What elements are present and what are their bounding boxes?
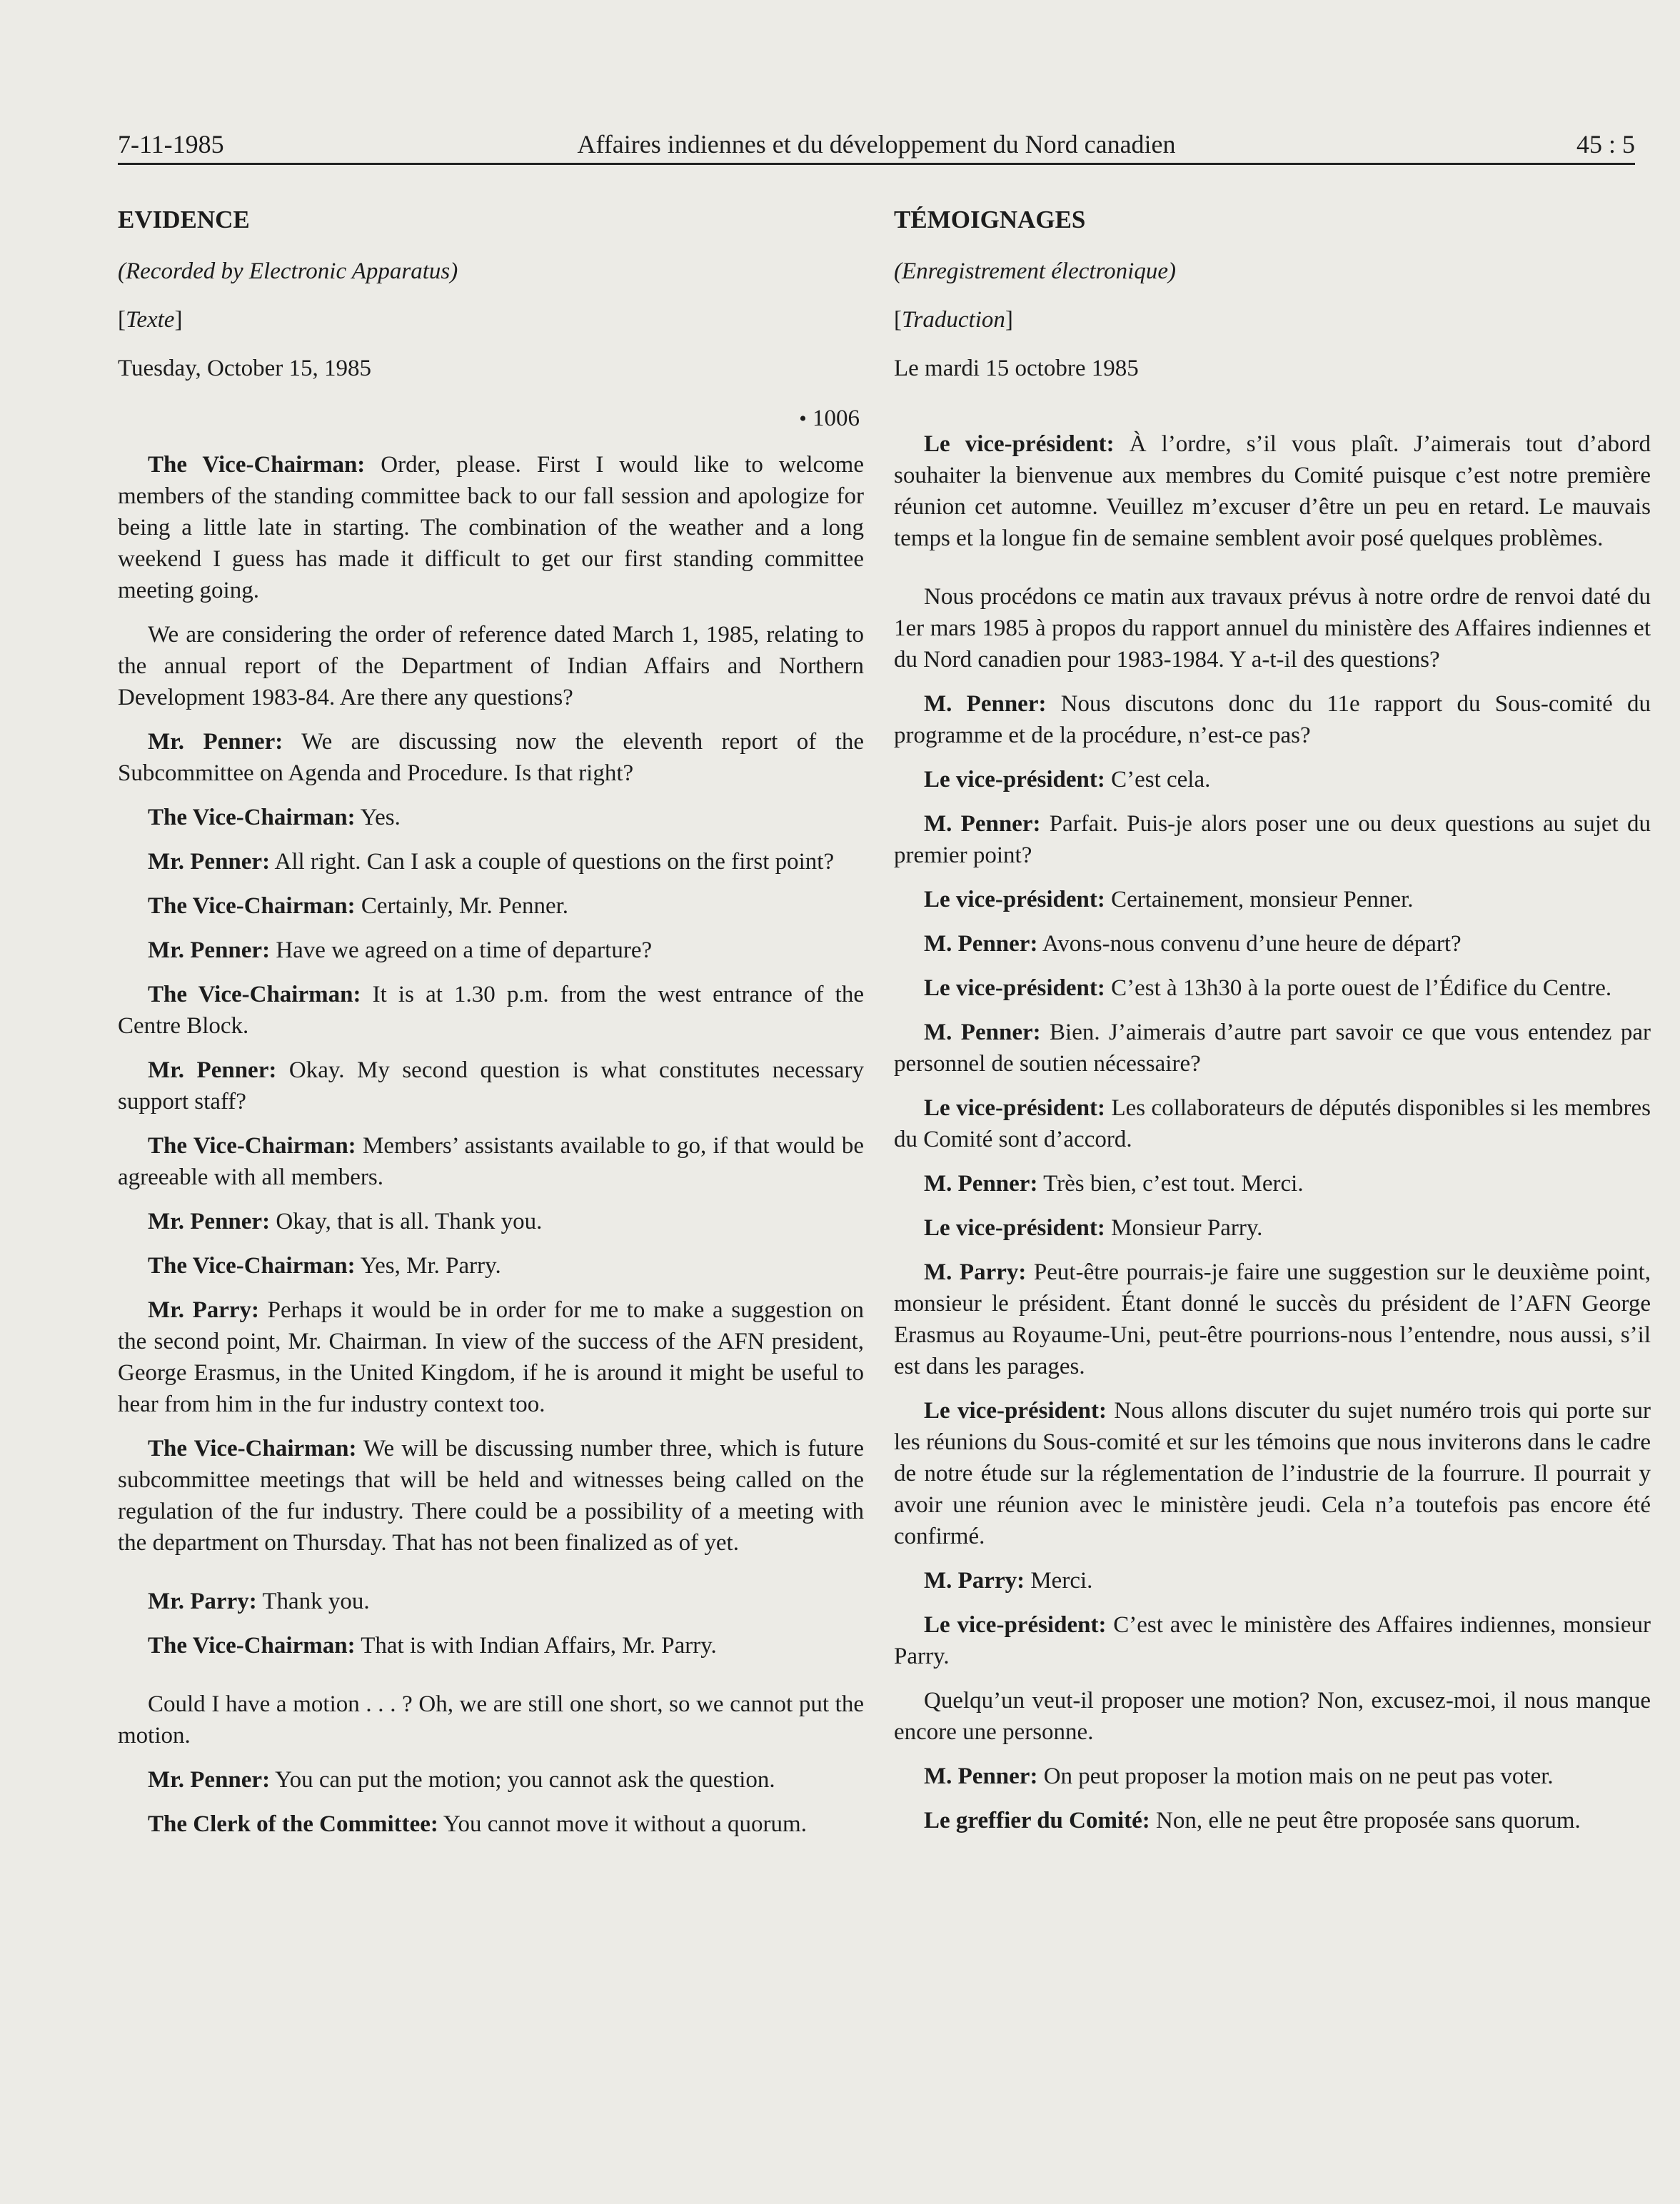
paragraph: Le vice-président: C’est avec le ministère des Affaires indiennes, monsieur Parry. — [894, 1612, 1651, 1669]
header-title: Affaires indiennes et du développement du Nord canadien — [577, 130, 1176, 158]
english-paragraphs — [118, 449, 864, 1840]
paragraph: Le vice-président: Nous allons discuter du sujet numéro trois qui porte sur les réunions du Sous-comité et sur les témoins que nous inviterons dans le cadre de notre étude sur la réglementation de l’industrie de la fourrure. Il pourrait y avoir une réunion avec le ministère jeudi. Cela n’a toutefois pas encore été confirmé. — [894, 1398, 1651, 1549]
paragraph: Nous procédons ce matin aux travaux prévus à notre ordre de renvoi daté du 1er mars 1985 à propos du rapport annuel du ministère des Affaires indiennes et du Nord canadien pour 1983-1984. Y a-t-il des questions? — [894, 584, 1651, 673]
paragraph: Mr. Parry: Thank you. — [148, 1589, 370, 1614]
recording-note: (Recorded by Electronic Apparatus) — [118, 258, 458, 284]
paragraph: Le vice-président: À l’ordre, s’il vous plaît. J’aimerais tout d’abord souhaiter la bienvenue aux membres du Comité puisque c’est notre première réunion cet automne. Veuillez m’excuser d’être un peu en retard. Le mauvais temps et la longue fin de semaine semblent avoir posé quelques problèmes. — [894, 431, 1651, 551]
paragraph: Mr. Penner: All right. Can I ask a couple of questions on the first point? — [148, 849, 835, 875]
paragraph: Le greffier du Comité: Non, elle ne peut être proposée sans quorum. — [924, 1808, 1581, 1833]
paragraph: Le vice-président: Monsieur Parry. — [924, 1215, 1263, 1241]
header-page-number: 45 : 5 — [1576, 130, 1635, 158]
translation-note: [Traduction] — [894, 307, 1013, 333]
paragraph: M. Penner: Très bien, c’est tout. Merci. — [924, 1171, 1304, 1197]
paragraph: M. Penner: Avons-nous convenu d’une heure de départ? — [924, 931, 1462, 957]
paragraph: Mr. Penner: Have we agreed on a time of departure? — [148, 937, 653, 963]
paragraph: The Vice-Chairman: We will be discussing number three, which is future subcommittee meetings that will be held and witnesses being called on the regulation of the fur industry. There could be a possibility of a meeting with the department on Thursday. That has not been finalized as of yet. — [118, 1436, 864, 1556]
paragraph: Mr. Penner: Okay, that is all. Thank you. — [148, 1209, 543, 1234]
sitting-date: Tuesday, October 15, 1985 — [118, 356, 372, 381]
paragraph: Le vice-président: C’est cela. — [924, 767, 1211, 792]
french-paragraphs — [894, 428, 1651, 1836]
paragraph: Mr. Parry: Perhaps it would be in order for me to make a suggestion on the second point, Mr. Chairman. In view of the success of the AFN president, George Erasmus, in the United Kingdom, if he is around it might be useful to hear from him in the fur industry context too. — [118, 1297, 864, 1417]
sitting-date-fr: Le mardi 15 octobre 1985 — [894, 356, 1139, 381]
paragraph: M. Penner: Bien. J’aimerais d’autre part savoir ce que vous entendez par personnel de soutien nécessaire? — [894, 1020, 1651, 1077]
paragraph: Could I have a motion . . . ? Oh, we are still one short, so we cannot put the motion. — [118, 1691, 864, 1748]
recording-note-fr: (Enregistrement électronique) — [894, 258, 1176, 284]
paragraph: Le vice-président: Certainement, monsieur Penner. — [924, 887, 1414, 912]
paragraph: The Vice-Chairman: That is with Indian Affairs, Mr. Parry. — [148, 1633, 717, 1659]
paragraph: M. Parry: Peut-être pourrais-je faire une suggestion sur le deuxième point, monsieur le président. Étant donné le succès du président de l’AFN George Erasmus au Royaume-Uni, peut-être pourrions-nous l’entendre, nous aussi, s’il est dans les parages. — [894, 1259, 1651, 1379]
evidence-heading: EVIDENCE — [118, 206, 250, 233]
paragraph: The Vice-Chairman: Order, please. First I would like to welcome members of the standing committee back to our fall session and apologize for being a little late in starting. The combination of the weather and a long weekend I guess has made it difficult to get our first standing committee meeting going. — [118, 452, 864, 603]
paragraph: Le vice-président: Les collaborateurs de députés disponibles si les membres du Comité sont d’accord. — [894, 1095, 1651, 1152]
paragraph: Mr. Penner: We are discussing now the eleventh report of the Subcommittee on Agenda and Procedure. Is that right? — [118, 729, 865, 786]
paragraph: M. Penner: Parfait. Puis-je alors poser une ou deux questions au sujet du premier point? — [894, 811, 1651, 868]
temoignages-heading: TÉMOIGNAGES — [894, 206, 1086, 233]
paragraph: M. Parry: Merci. — [924, 1568, 1093, 1594]
paragraph: The Clerk of the Committee: You cannot move it without a quorum. — [148, 1811, 807, 1837]
paragraph: The Vice-Chairman: It is at 1.30 p.m. from the west entrance of the Centre Block. — [118, 982, 864, 1039]
paragraph: M. Penner: On peut proposer la motion mais on ne peut pas voter. — [924, 1763, 1554, 1789]
paragraph: The Vice-Chairman: Yes, Mr. Parry. — [148, 1253, 501, 1279]
paragraph: Mr. Penner: You can put the motion; you cannot ask the question. — [148, 1767, 775, 1793]
language-note: [Texte] — [118, 307, 183, 333]
paragraph: The Vice-Chairman: Certainly, Mr. Penner. — [148, 893, 569, 919]
english-column — [118, 204, 864, 1853]
paragraph: The Vice-Chairman: Yes. — [148, 805, 401, 830]
french-column — [894, 204, 1651, 1849]
header-date: 7-11-1985 — [118, 130, 224, 158]
paragraph: Le vice-président: C’est à 13h30 à la porte ouest de l’Édifice du Centre. — [924, 975, 1612, 1001]
paragraph: M. Penner: Nous discutons donc du 11e rapport du Sous-comité du programme et de la procédure, n’est-ce pas? — [894, 691, 1651, 748]
running-header — [118, 126, 1635, 165]
paragraph: Mr. Penner: Okay. My second question is what constitutes necessary support staff? — [118, 1057, 865, 1114]
paragraph: The Vice-Chairman: Members’ assistants available to go, if that would be agreeable with all members. — [118, 1133, 864, 1190]
paragraph: We are considering the order of reference dated March 1, 1985, relating to the annual report of the Department of Indian Affairs and Northern Development 1983-84. Are there any questions? — [118, 622, 864, 710]
paragraph: Quelqu’un veut-il proposer une motion? Non, excusez-moi, il nous manque encore une personne. — [894, 1688, 1651, 1745]
time-marker: • 1006 — [799, 406, 860, 431]
